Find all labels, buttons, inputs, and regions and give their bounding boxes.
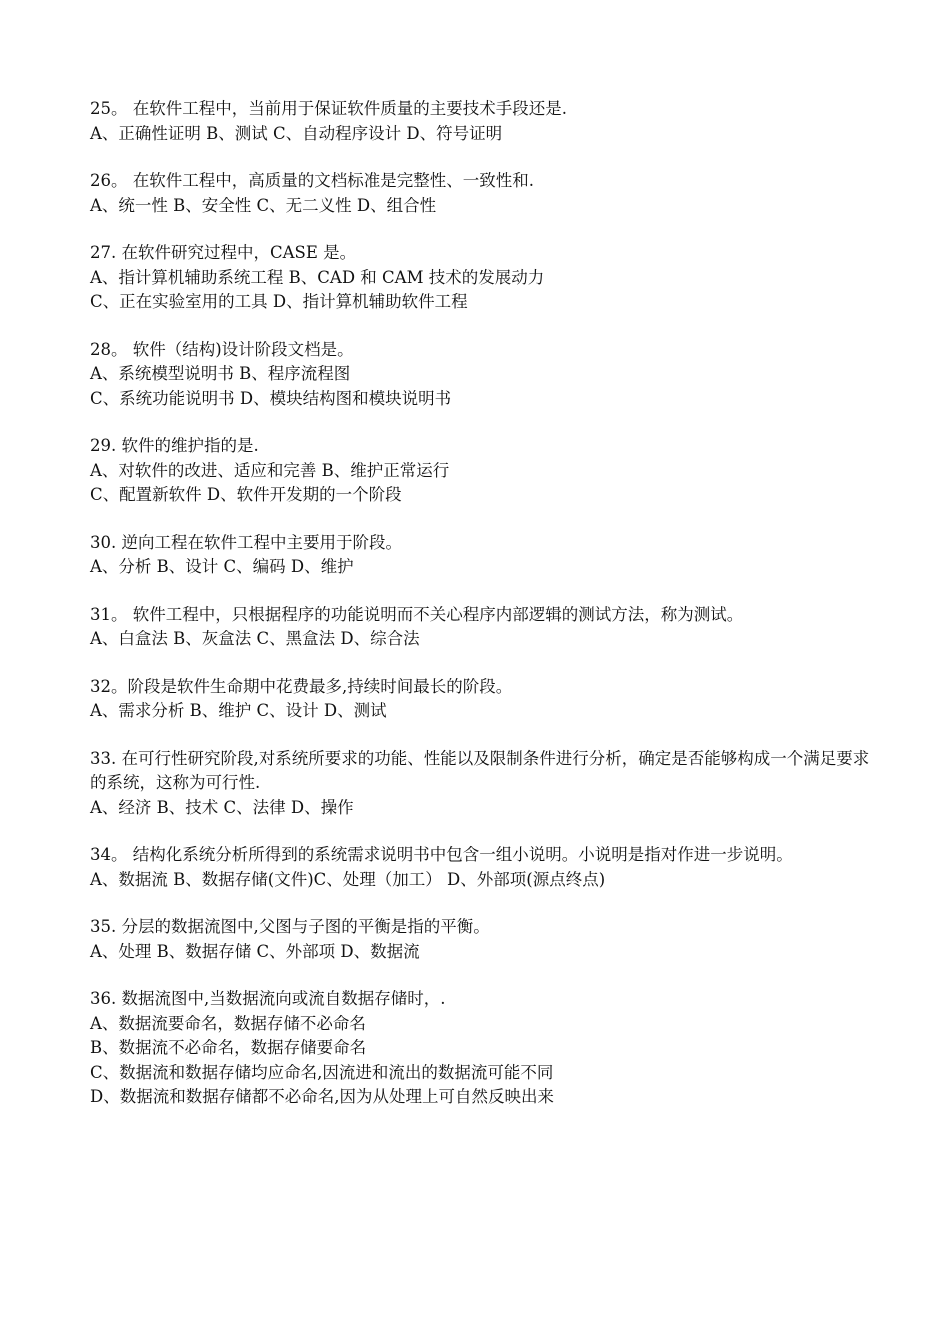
question-27 (90, 241, 870, 315)
question-text: 34。 结构化系统分析所得到的系统需求说明书中包含一组小说明。小说明是指对作进一步说明。 (90, 845, 793, 864)
option-line: A、经济 B、技术 C、法律 D、操作 (90, 797, 354, 817)
question-text: 31。 软件工程中，只根据程序的功能说明而不关心程序内部逻辑的测试方法，称为测试。 (90, 604, 744, 624)
option-line: A、数据流要命名，数据存储不必命名 (90, 1013, 366, 1033)
question-32 (90, 675, 870, 724)
option-line: D、数据流和数据存储都不必命名,因为从处理上可自然反映出来 (90, 1087, 554, 1106)
document-body (90, 97, 870, 1133)
option-line: C、数据流和数据存储均应命名,因流进和流出的数据流可能不同 (90, 1062, 554, 1082)
option-line: C、正在实验室用的工具 D、指计算机辅助软件工程 (90, 292, 468, 311)
question-34 (90, 843, 870, 892)
option-line: C、系统功能说明书 D、模块结构图和模块说明书 (90, 388, 452, 408)
option-line: B、数据流不必命名，数据存储要命名 (90, 1038, 367, 1057)
question-29 (90, 434, 870, 508)
question-33 (90, 747, 870, 821)
question-text: 26。 在软件工程中，高质量的文档标准是完整性、一致性和. (90, 171, 534, 190)
question-26 (90, 169, 870, 218)
option-line: A、系统模型说明书 B、程序流程图 (90, 364, 351, 383)
question-text: 27. 在软件研究过程中，CASE 是。 (90, 243, 357, 262)
option-line: A、对软件的改进、适应和完善 B、维护正常运行 (90, 460, 450, 480)
option-line: A、需求分析 B、维护 C、设计 D、测试 (90, 701, 387, 720)
option-line: A、统一性 B、安全性 C、无二义性 D、组合性 (90, 195, 437, 215)
question-text: 25。 在软件工程中，当前用于保证软件质量的主要技术手段还是. (90, 99, 567, 118)
option-line: C、配置新软件 D、软件开发期的一个阶段 (90, 485, 402, 504)
question-31 (90, 603, 870, 652)
option-line: A、指计算机辅助系统工程 B、CAD 和 CAM 技术的发展动力 (90, 267, 545, 287)
option-line: A、数据流 B、数据存储(文件)C、处理（加工） D、外部项(源点终点) (90, 869, 606, 889)
question-25 (90, 97, 870, 146)
option-line: A、白盒法 B、灰盒法 C、黑盒法 D、综合法 (90, 629, 420, 648)
question-text: 28。 软件（结构)设计阶段文档是。 (90, 339, 354, 359)
question-30 (90, 531, 870, 580)
question-text: 33. 在可行性研究阶段,对系统所要求的功能、性能以及限制条件进行分析，确定是否能够构成一个满足要求的系统，这称为可行性. (90, 748, 870, 792)
question-35 (90, 915, 870, 964)
question-text: 35. 分层的数据流图中,父图与子图的平衡是指的平衡。 (90, 917, 490, 936)
question-36 (90, 987, 870, 1110)
question-text: 29. 软件的维护指的是. (90, 436, 259, 455)
question-text: 32。阶段是软件生命期中花费最多,持续时间最长的阶段。 (90, 676, 513, 696)
option-line: A、处理 B、数据存储 C、外部项 D、数据流 (90, 941, 420, 961)
option-line: A、正确性证明 B、测试 C、自动程序设计 D、符号证明 (90, 123, 503, 143)
option-line: A、分析 B、设计 C、编码 D、维护 (90, 557, 354, 576)
question-text: 30. 逆向工程在软件工程中主要用于阶段。 (90, 532, 402, 552)
question-28 (90, 338, 870, 412)
question-text: 36. 数据流图中,当数据流向或流自数据存储时，. (90, 989, 446, 1008)
